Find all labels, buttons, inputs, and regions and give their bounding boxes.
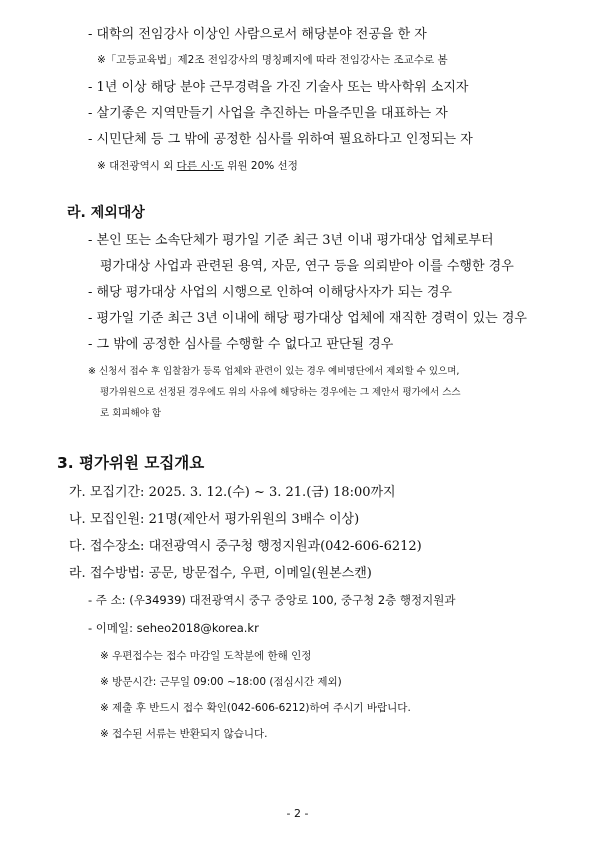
exclusion-item-2: - 해당 평가대상 사업의 시행으로 인하여 이해당사자가 되는 경우 bbox=[88, 285, 452, 300]
section-recruitment-heading: 3. 평가위원 모집개요 bbox=[57, 454, 205, 472]
exclusion-note-line-2: 평가위원으로 선정된 경우에도 위의 사유에 해당하는 경우에는 그 제안서 평가에서 스스 bbox=[100, 387, 461, 398]
recruit-note-return: ※ 접수된 서류는 반환되지 않습니다. bbox=[100, 728, 268, 740]
page-number: - 2 - bbox=[286, 807, 309, 820]
recruit-note-confirm: ※ 제출 후 반드시 접수 확인(042-606-6212)하여 주시기 바랍니다. bbox=[100, 702, 411, 714]
exclusion-item-1: - 본인 또는 소속단체가 평가일 기준 최근 3년 이내 평가대상 업체로부터 bbox=[88, 233, 494, 248]
recruit-email: - 이메일: seheo2018@korea.kr bbox=[88, 621, 259, 635]
note-region-suffix: 위원 20% 선정 bbox=[223, 160, 298, 172]
exclusion-note-line-3: 로 회피해야 함 bbox=[100, 408, 162, 419]
recruit-period: 가. 모집기간: 2025. 3. 12.(수) ~ 3. 21.(금) 18:00까지 bbox=[69, 485, 396, 500]
eligibility-item-engineer: - 1년 이상 해당 분야 근무경력을 가진 기술사 또는 박사학위 소지자 bbox=[88, 80, 469, 95]
exclusion-item-4: - 그 밖에 공정한 심사를 수행할 수 없다고 판단될 경우 bbox=[88, 337, 394, 352]
exclusion-item-1-cont: 평가대상 사업과 관련된 용역, 자문, 연구 등을 의뢰받아 이를 수행한 경우 bbox=[100, 259, 514, 274]
exclusion-note-line-1: ※ 신청서 접수 후 입찰참가 등록 업체와 관련이 있는 경우 예비명단에서 제외할 수 있으며, bbox=[88, 366, 460, 377]
exclusion-item-3: - 평가일 기준 최근 3년 이내에 해당 평가대상 업체에 재직한 경력이 있는 경우 bbox=[88, 311, 527, 326]
section-exclusion-heading: 라. 제외대상 bbox=[67, 205, 145, 221]
eligibility-item-resident: - 살기좋은 지역만들기 사업을 추진하는 마을주민을 대표하는 자 bbox=[88, 106, 448, 121]
note-region bbox=[97, 161, 298, 172]
recruit-address: - 주 소: (우34939) 대전광역시 중구 중앙로 100, 중구청 2층 행정지원과 bbox=[88, 593, 456, 607]
recruit-count: 나. 모집인원: 21명(제안서 평가위원의 3배수 이상) bbox=[69, 512, 360, 527]
recruit-note-hours: ※ 방문시간: 근무일 09:00 ~18:00 (점심시간 제외) bbox=[100, 676, 342, 688]
eligibility-item-civic: - 시민단체 등 그 밖에 공정한 심사를 위하여 필요하다고 인정되는 자 bbox=[88, 132, 473, 147]
recruit-note-mail: ※ 우편접수는 접수 마감일 도착분에 한해 인정 bbox=[100, 650, 312, 662]
eligibility-item-lecturer: - 대학의 전임강사 이상인 사람으로서 해당분야 전공을 한 자 bbox=[88, 27, 427, 42]
recruit-method: 라. 접수방법: 공문, 방문접수, 우편, 이메일(원본스캔) bbox=[69, 566, 372, 581]
note-lecturer-title: ※「고등교육법」제2조 전임강사의 명칭폐지에 따라 전임강사는 조교수로 봄 bbox=[97, 54, 448, 66]
note-region-prefix: ※ 대전광역시 외 bbox=[97, 160, 177, 172]
note-region-underlined: 다른 시·도 bbox=[176, 160, 224, 172]
recruit-place: 다. 접수장소: 대전광역시 중구청 행정지원과(042-606-6212) bbox=[69, 539, 422, 554]
